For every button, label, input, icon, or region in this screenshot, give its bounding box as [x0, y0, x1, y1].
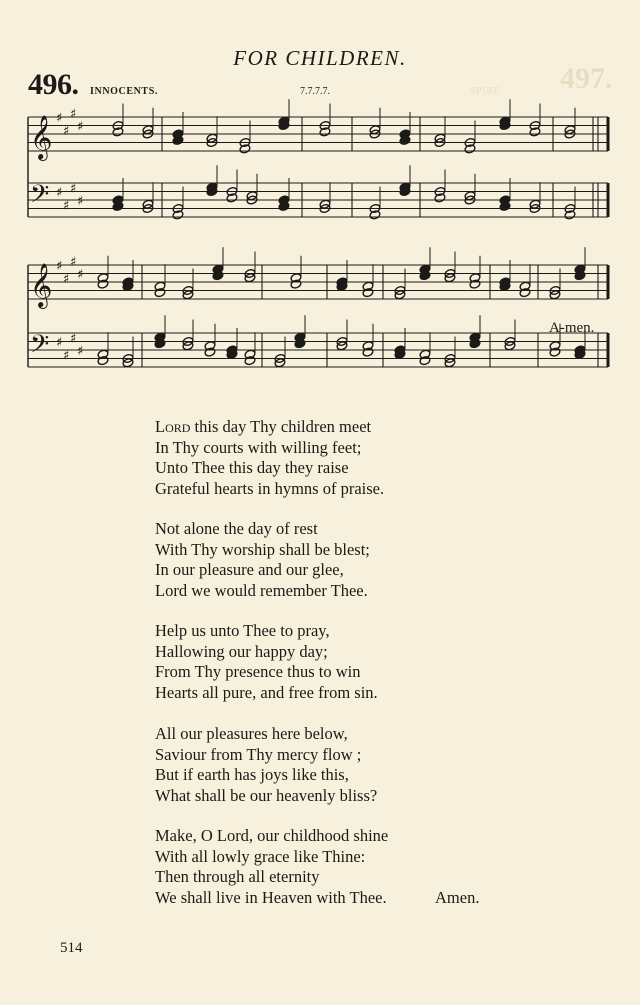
amen-closing: Amen.	[435, 888, 480, 907]
sharp-icon: ♯	[63, 348, 70, 364]
bass-clef-icon: 𝄢	[30, 330, 50, 365]
sharp-icon: ♯	[70, 254, 77, 270]
stanza-line: In Thy courts with willing feet;	[155, 437, 362, 457]
sharp-icon: ♯	[56, 335, 63, 351]
stanza-line: Not alone the day of rest	[155, 519, 318, 538]
stanza-2	[155, 519, 515, 601]
sharp-icon: ♯	[56, 185, 63, 201]
bleed-through-tune-name: SPIRE	[470, 86, 501, 97]
sharp-icon: ♯	[56, 111, 63, 126]
stanza-line: Unto Thee this day they raise	[155, 458, 349, 478]
treble-clef-icon: 𝄞	[30, 263, 53, 307]
meter: 7.7.7.7.	[300, 86, 330, 97]
sharp-icon: ♯	[77, 119, 84, 135]
sharp-icon: ♯	[77, 267, 84, 283]
sharp-icon: ♯	[77, 344, 84, 359]
stanza-line: Hallowing our happy day;	[155, 641, 328, 661]
stanza-line: Make, O Lord, our childhood shine	[155, 826, 389, 845]
stanza-line: Help us unto Thee to pray,	[155, 621, 330, 640]
amen-lyric: A-men.	[549, 320, 595, 336]
sharp-icon: ♯	[70, 331, 77, 347]
stanza-4	[155, 724, 515, 806]
stanza-line: With Thy worship shall be blest;	[155, 539, 370, 559]
hymn-number: 496.	[28, 68, 79, 101]
sharp-icon: ♯	[63, 198, 70, 214]
stanza-line: From Thy presence thus to win	[155, 662, 361, 682]
running-header: FOR CHILDREN.	[233, 46, 407, 70]
sharp-icon: ♯	[77, 194, 84, 209]
sharp-icon: ♯	[70, 106, 77, 122]
stanza-line: Hearts all pure, and free from sin.	[155, 682, 378, 702]
stanza-line: In our pleasure and our glee,	[155, 560, 344, 580]
stanza-line: Lord this day Thy children meet	[155, 417, 372, 436]
stanza-line: Grateful hearts in hymns of praise.	[155, 478, 385, 498]
stanza-line: Then through all eternity	[155, 867, 320, 887]
stanza-line: Saviour from Thy mercy flow ;	[155, 744, 362, 764]
stanza-line: With all lowly grace like Thine:	[155, 846, 366, 866]
music-notation	[0, 0, 640, 400]
stanza-3	[155, 621, 515, 703]
sharp-icon: ♯	[63, 123, 70, 139]
sharp-icon: ♯	[63, 271, 70, 287]
page-number: 514	[60, 940, 83, 956]
tune-name: INNOCENTS.	[90, 86, 158, 97]
stanza-1	[155, 417, 515, 499]
sharp-icon: ♯	[70, 181, 77, 197]
bleed-through-hymn-number: 497.	[560, 62, 613, 95]
stanza-line: All our pleasures here below,	[155, 724, 348, 743]
treble-clef-icon: 𝄞	[30, 115, 53, 159]
sharp-icon: ♯	[56, 259, 63, 274]
stanza-line: What shall be our heavenly bliss?	[155, 785, 378, 805]
first-word: Lord	[155, 417, 191, 436]
stanza-line: Lord we would remember Thee.	[155, 580, 368, 600]
stanza-line: But if earth has joys like this,	[155, 765, 349, 785]
bass-clef-icon: 𝄢	[30, 180, 50, 215]
stanza-line: We shall live in Heaven with Thee.	[155, 887, 387, 907]
